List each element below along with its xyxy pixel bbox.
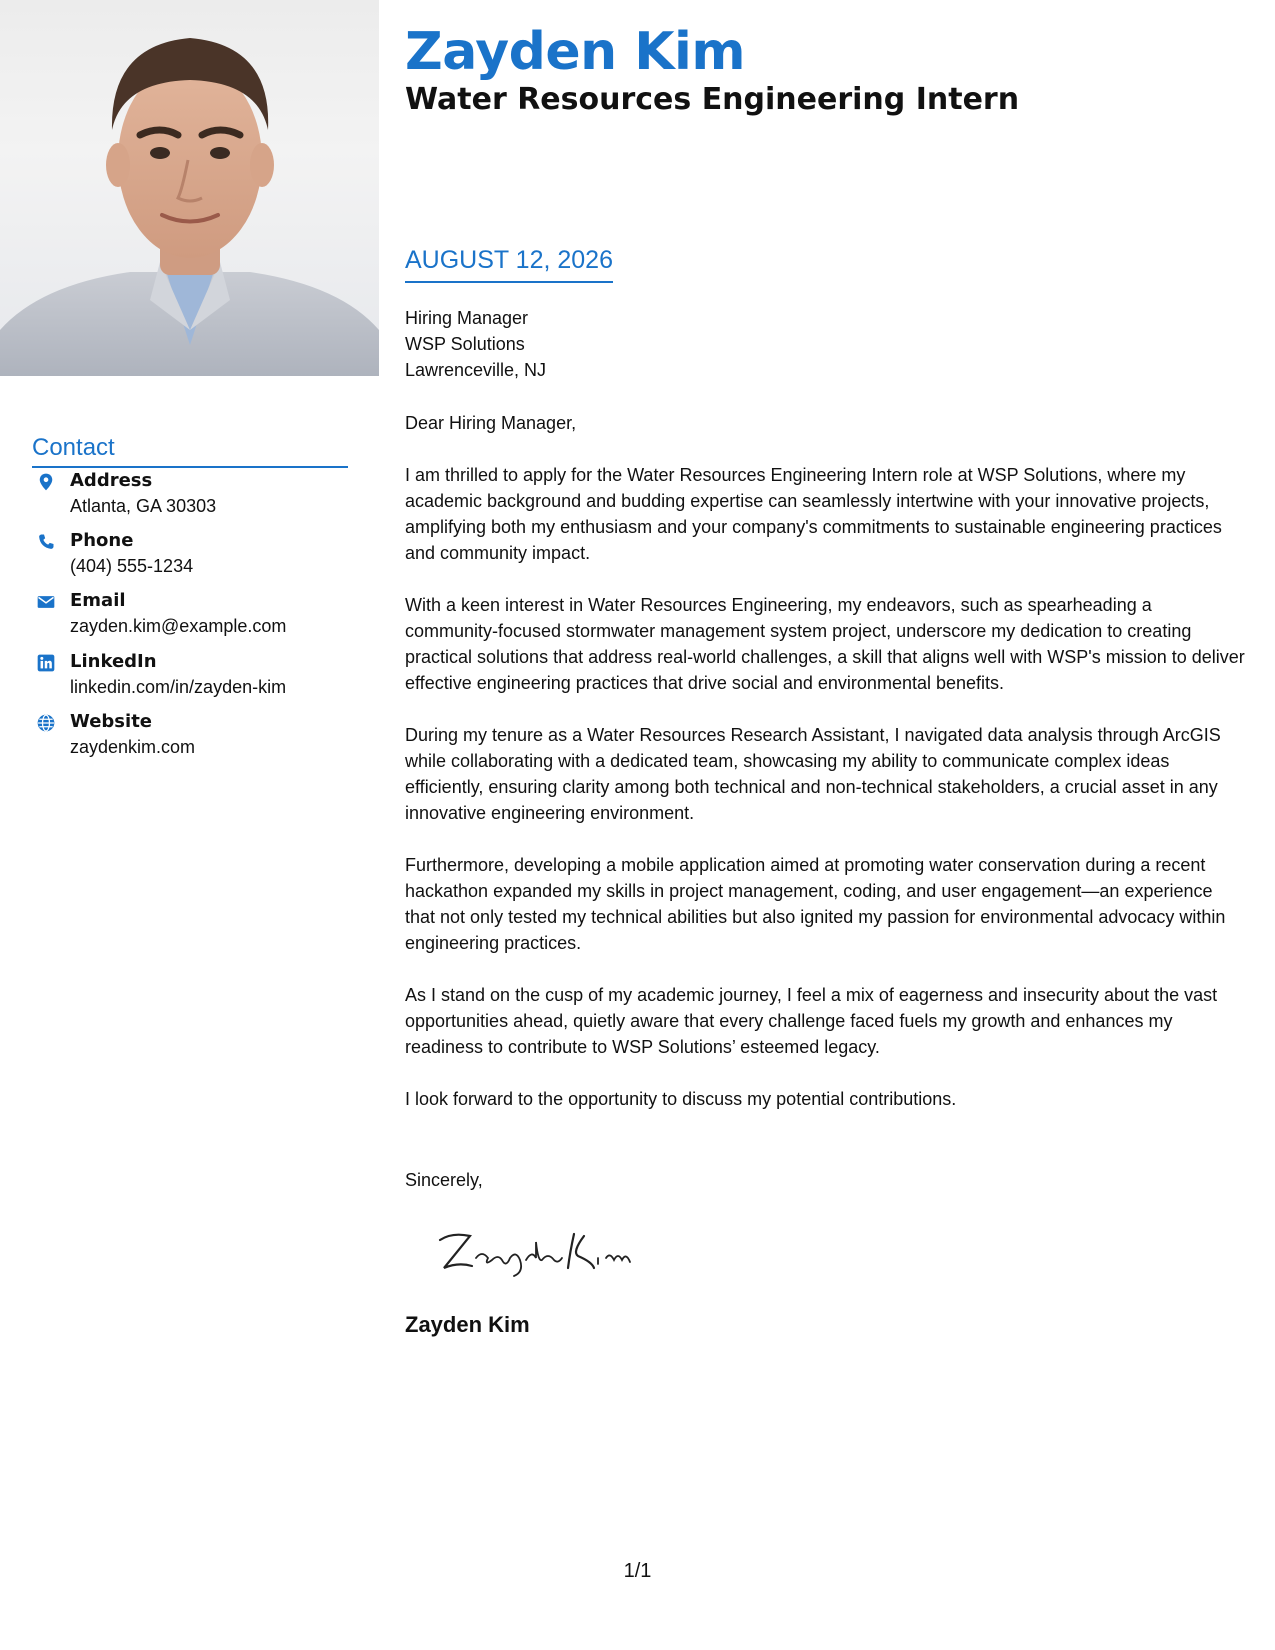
letter-paragraph: As I stand on the cusp of my academic journey, I feel a mix of eagerness and insecurity about the vast opportunities ahead, quietly aware that every challenge faced fuels my growth and enhances my readiness to contribute to WSP Solutions’ esteemed legacy. bbox=[405, 985, 1218, 1057]
letter-paragraph: I look forward to the opportunity to discuss my potential contributions. bbox=[405, 1089, 957, 1109]
signed-name: Zayden Kim bbox=[405, 1312, 530, 1337]
signature bbox=[432, 1222, 642, 1282]
linkedin-icon bbox=[36, 653, 56, 673]
globe-icon bbox=[36, 713, 56, 733]
recipient-company: WSP Solutions bbox=[405, 334, 525, 354]
contact-label: Website bbox=[70, 711, 153, 732]
letter-date: AUGUST 12, 2026 bbox=[405, 246, 613, 283]
salutation: Dear Hiring Manager, bbox=[405, 413, 577, 433]
letter-paragraph: I am thrilled to apply for the Water Resources Engineering Intern role at WSP Solutions, where my academic background and budding expertise can seamlessly intertwine with your innovative projects, amplifying both my enthusiasm and your company's commitments to sustainable engineering practices and community impact. bbox=[405, 465, 1222, 563]
job-title: Water Resources Engineering Intern bbox=[405, 82, 1020, 117]
contact-value: (404) 555-1234 bbox=[70, 556, 194, 576]
contact-label: Phone bbox=[70, 530, 134, 551]
contact-value: Atlanta, GA 30303 bbox=[70, 496, 217, 516]
contact-label: Email bbox=[70, 590, 126, 611]
page-number: 1/1 bbox=[623, 1560, 652, 1582]
contact-heading: Contact bbox=[32, 434, 348, 468]
letter-paragraph: During my tenure as a Water Resources Research Assistant, I navigated data analysis through ArcGIS while collaborating with a dedicated team, showcasing my ability to communicate complex ideas efficiently, ensuring clarity among both technical and non-technical stakeholders, a crucial asset in any innovative engineering environment. bbox=[405, 725, 1221, 823]
contact-value: zayden.kim@example.com bbox=[70, 616, 287, 636]
letter-paragraph: With a keen interest in Water Resources Engineering, my endeavors, such as spearheading a community-focused stormwater management system project, underscore my dedication to creating practical solutions that address real-world challenges, a skill that aligns well with WSP's mission to deliver effective engineering practices that drive social and environmental benefits. bbox=[405, 595, 1245, 693]
contact-value: linkedin.com/in/zayden-kim bbox=[70, 677, 287, 697]
phone-icon bbox=[36, 532, 56, 552]
closing: Sincerely, bbox=[405, 1170, 483, 1190]
letter-paragraph: Furthermore, developing a mobile application aimed at promoting water conservation during a recent hackathon expanded my skills in project management, coding, and user engagement—an experience that not only tested my technical abilities but also ignited my passion for environmental advocacy within engineering practices. bbox=[405, 855, 1226, 953]
candidate-name: Zayden Kim bbox=[405, 22, 746, 82]
recipient-title: Hiring Manager bbox=[405, 308, 529, 328]
map-pin-icon bbox=[36, 472, 56, 492]
recipient-block bbox=[405, 305, 546, 383]
recipient-location: Lawrenceville, NJ bbox=[405, 360, 547, 380]
contact-value: zaydenkim.com bbox=[70, 737, 196, 757]
letter-body bbox=[405, 410, 1245, 1138]
contact-label: Address bbox=[70, 470, 153, 491]
contact-label: LinkedIn bbox=[70, 651, 157, 672]
profile-photo bbox=[0, 0, 379, 376]
envelope-icon bbox=[36, 592, 56, 612]
